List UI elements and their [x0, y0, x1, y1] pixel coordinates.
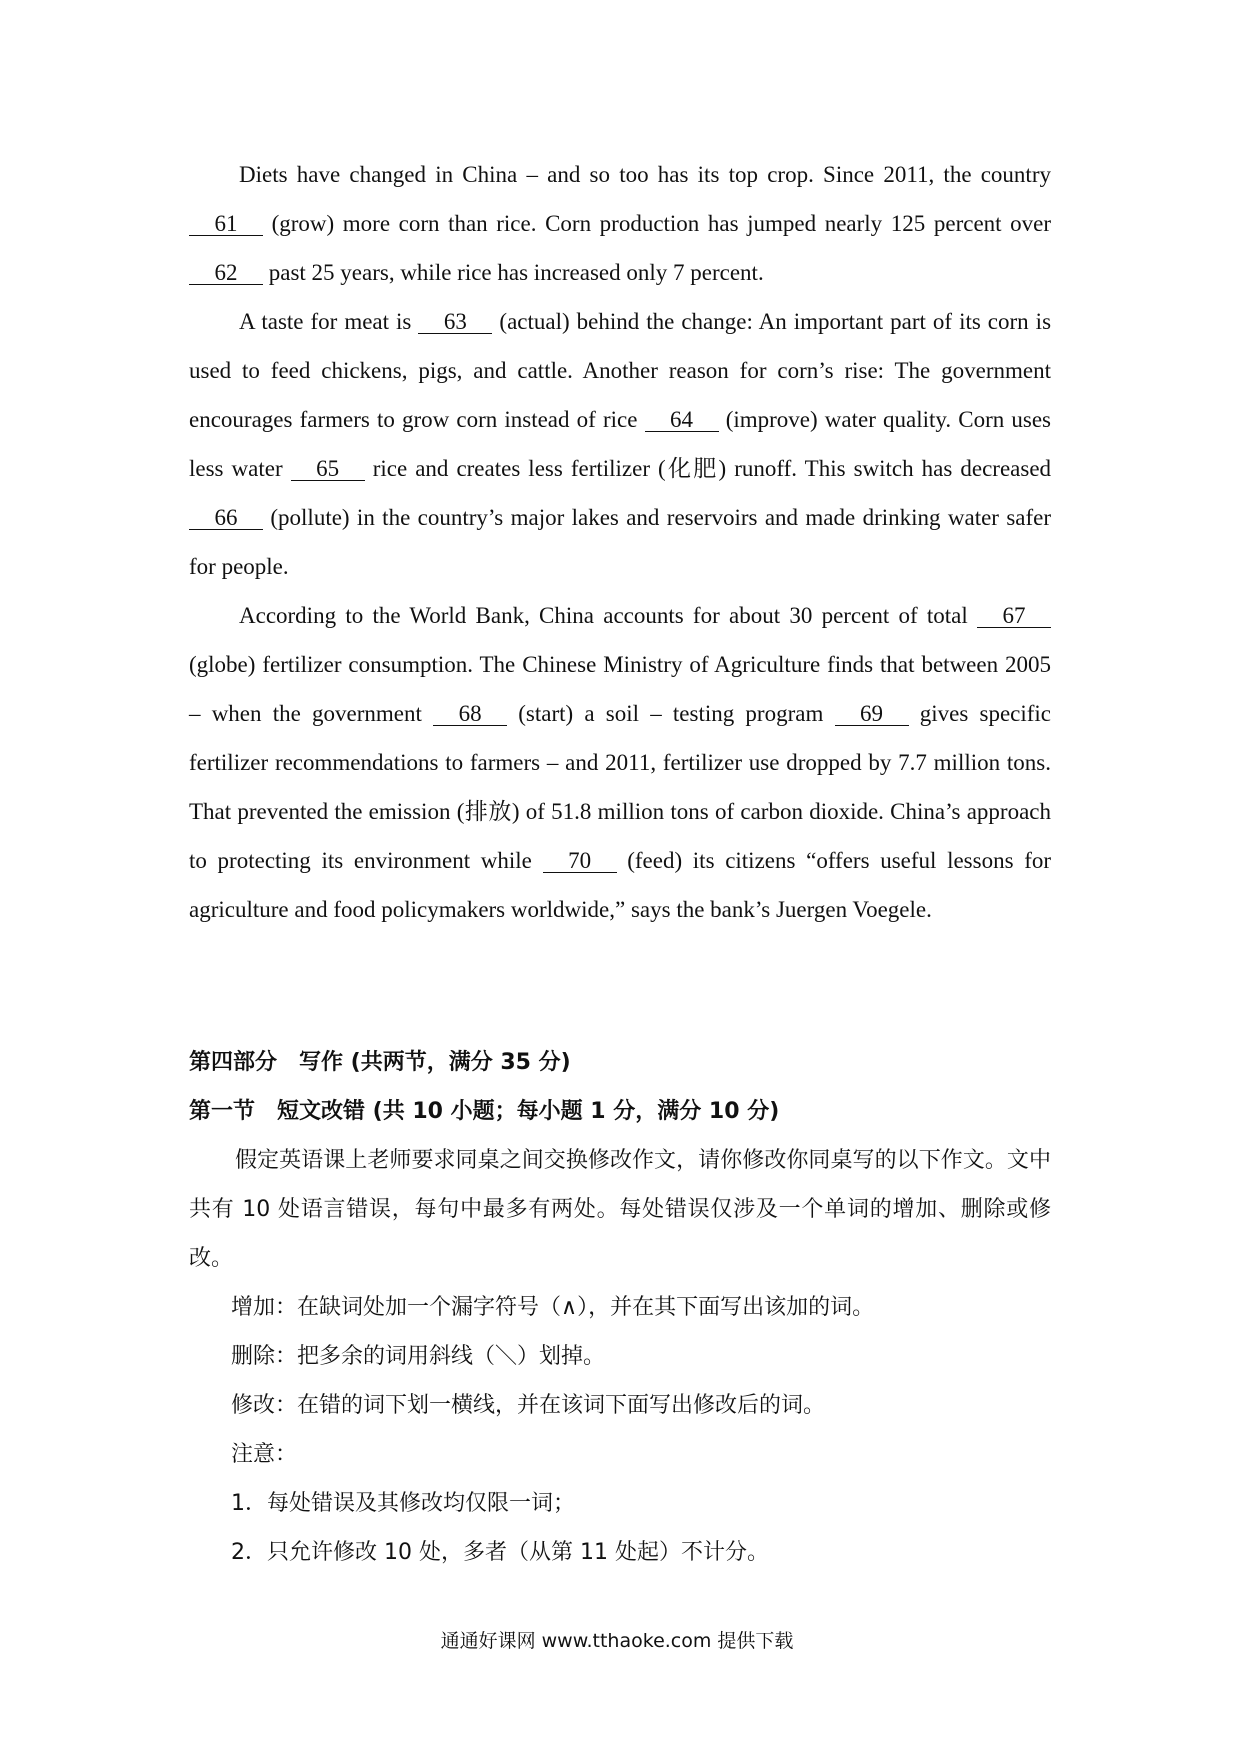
rule-modify: 修改：在错的词下划一横线，并在该词下面写出修改后的词。 — [231, 1393, 826, 1418]
text: A taste for meat is — [239, 309, 412, 334]
instructions: 假定英语课上老师要求同桌之间交换修改作文，请你修改你同桌写的以下作文。文中共有 10 处语言错误，每句中最多有两处。每处错误仅涉及一个单词的增加、删除或修改。 — [189, 1148, 1051, 1271]
section-writing — [189, 1038, 1051, 1577]
blank-65: 65 — [291, 458, 365, 481]
text: Diets have changed in China – and so too has its top crop. Since 2011, the country — [239, 162, 1051, 187]
text: rice and creates less fertilizer (化肥) runoff. This switch has decreased — [372, 456, 1052, 481]
text: (improve) water quality. Corn uses less water — [189, 407, 1052, 481]
text: gives specific fertilizer recommendations to farmers – and 2011, fertilizer use dropped by 7.7 million tons. That prevented the emission (排放) of 51.8 million tons of carbon dioxide. China’s approach to protecting its environment while — [189, 701, 1052, 873]
text: (globe) fertilizer consumption. The Chinese Ministry of Agriculture finds that between 2005 – when the government — [189, 652, 1051, 726]
paragraph-1 — [189, 150, 1051, 297]
text: past 25 years, while rice has increased only 7 percent. — [268, 260, 764, 285]
text: (feed) its citizens “offers useful lessons for agriculture and food policymakers worldwide,” says the bank’s Juergen Voegele. — [189, 848, 1052, 922]
text: (start) a soil – testing program — [518, 701, 824, 726]
blank-63: 63 — [418, 311, 492, 334]
paragraph-3 — [189, 591, 1051, 934]
note-1: 1．每处错误及其修改均仅限一词； — [231, 1491, 575, 1516]
blank-68: 68 — [433, 703, 507, 726]
blank-67: 67 — [977, 605, 1051, 628]
section-title: 第四部分 写作 (共两节，满分 35 分) — [189, 1050, 571, 1075]
blank-70: 70 — [543, 850, 617, 873]
blank-66: 66 — [189, 507, 263, 530]
blank-61: 61 — [189, 213, 263, 236]
rule-add: 增加：在缺词处加一个漏字符号（∧），并在其下面写出该加的词。 — [231, 1295, 875, 1320]
blank-69: 69 — [835, 703, 909, 726]
blank-62: 62 — [189, 262, 263, 285]
part-title: 第一节 短文改错 (共 10 小题；每小题 1 分，满分 10 分) — [189, 1099, 780, 1124]
text: (pollute) in the country’s major lakes and reservoirs and made drinking water safer for people. — [189, 505, 1052, 579]
blank-64: 64 — [645, 409, 719, 432]
note-label: 注意： — [231, 1442, 298, 1467]
paragraph-2 — [189, 297, 1051, 591]
cloze-passage — [189, 150, 1051, 934]
rule-delete: 删除：把多余的词用斜线（＼）划掉。 — [231, 1344, 606, 1369]
note-2: 2．只允许修改 10 处，多者（从第 11 处起）不计分。 — [231, 1540, 769, 1565]
footer-watermark: 通通好课网 www.tthaoke.com 提供下载 — [440, 1630, 794, 1652]
text: According to the World Bank, China accounts for about 30 percent of total — [239, 603, 968, 628]
text: (actual) behind the change: An important part of its corn is used to feed chickens, pigs, and cattle. Another reason for corn’s rise: The government encourages farmers to grow corn instead of rice — [189, 309, 1052, 432]
text: (grow) more corn than rice. Corn production has jumped nearly 125 percent over — [271, 211, 1051, 236]
